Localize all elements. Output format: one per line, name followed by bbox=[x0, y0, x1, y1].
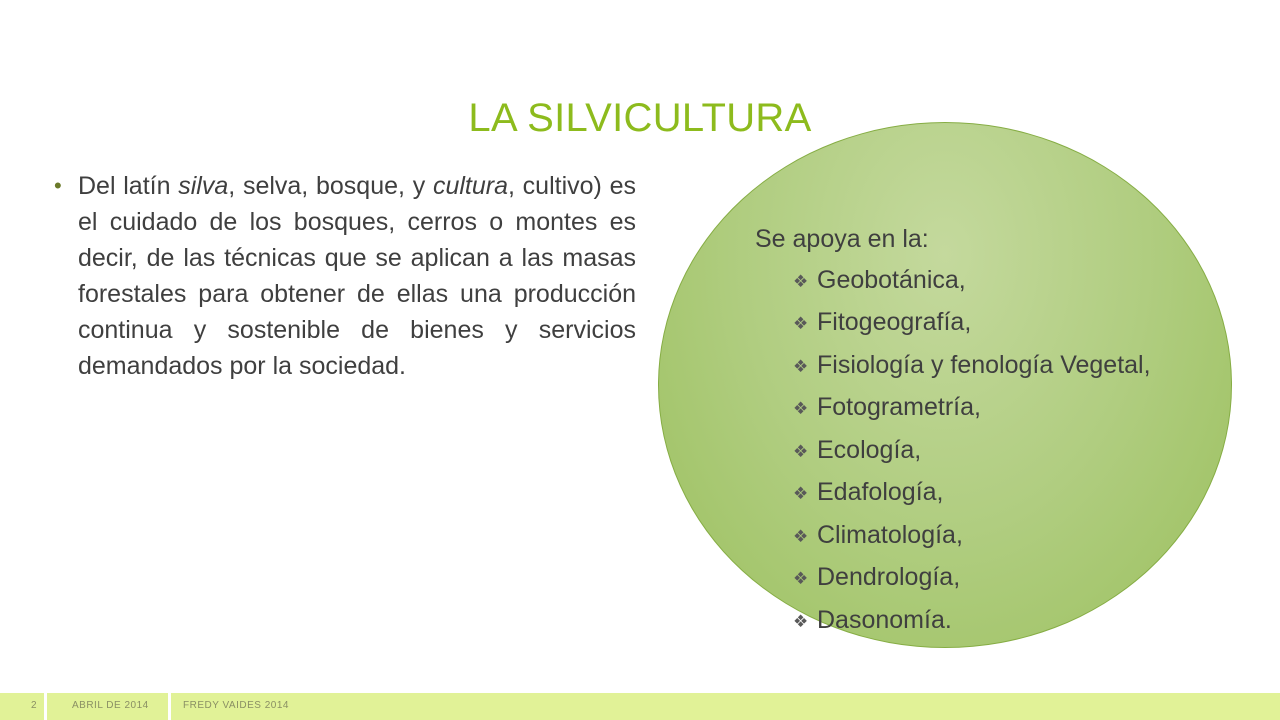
list-item-label: Ecología, bbox=[817, 435, 922, 464]
list-item-label: Climatología, bbox=[817, 520, 963, 549]
diamond-bullet-icon: ❖ bbox=[793, 569, 809, 588]
diamond-bullet-icon: ❖ bbox=[793, 526, 809, 546]
diamond-bullet-icon: ❖ bbox=[793, 611, 809, 631]
footer-page-number: 2 bbox=[31, 700, 38, 711]
diamond-bullet-icon: ❖ bbox=[793, 356, 809, 376]
list-item bbox=[793, 387, 1151, 430]
slide-title: LA SILVICULTURA bbox=[468, 96, 812, 140]
list-item-label: Dasonomía. bbox=[817, 605, 952, 634]
diamond-bullet-icon: ❖ bbox=[793, 271, 809, 291]
list-item-label: Edafología, bbox=[817, 478, 944, 506]
diamond-bullet-icon: ❖ bbox=[793, 484, 809, 503]
list-item-label: Fitogeografía, bbox=[817, 308, 972, 336]
disciplines-list bbox=[755, 260, 1151, 643]
list-item bbox=[793, 345, 1151, 388]
list-item bbox=[793, 260, 1151, 303]
diamond-bullet-icon: ❖ bbox=[793, 399, 809, 418]
list-item-label: Fisiología y fenología Vegetal, bbox=[817, 350, 1151, 379]
bullet-dot-icon: • bbox=[54, 173, 62, 198]
definition-paragraph bbox=[54, 168, 636, 384]
footer-band bbox=[0, 693, 1280, 720]
list-item bbox=[793, 600, 1151, 643]
paragraph-text-3: , cultivo) es el cuidado de los bosques, cerros o montes es decir, de las técnicas que se aplican a las masas forestales para obtener de ellas una producción continua y sostenible de bienes y servicios demandados por la sociedad. bbox=[78, 172, 636, 380]
diamond-bullet-icon: ❖ bbox=[793, 441, 809, 461]
diamond-bullet-icon: ❖ bbox=[793, 314, 809, 333]
list-item bbox=[793, 557, 1151, 600]
list-item bbox=[793, 430, 1151, 473]
list-item-label: Dendrología, bbox=[817, 563, 961, 591]
paragraph-text-2: , selva, bosque, y bbox=[228, 172, 433, 200]
list-item-label: Fotogrametría, bbox=[817, 393, 981, 421]
list-item-label: Geobotánica, bbox=[817, 265, 966, 294]
footer-date: ABRIL DE 2014 bbox=[72, 700, 149, 711]
list-item bbox=[793, 515, 1151, 558]
footer-author: FREDY VAIDES 2014 bbox=[183, 700, 289, 711]
paragraph-emphasis-cultura: cultura bbox=[432, 172, 508, 200]
footer-divider bbox=[168, 693, 171, 720]
paragraph-emphasis-silva: silva bbox=[178, 172, 229, 200]
paragraph-text-1: Del latín bbox=[78, 172, 179, 200]
footer-divider bbox=[44, 693, 47, 720]
list-item bbox=[793, 302, 1151, 345]
list-item bbox=[793, 472, 1151, 515]
circle-heading: Se apoya en la: bbox=[755, 225, 929, 253]
circle-content bbox=[755, 219, 1151, 642]
